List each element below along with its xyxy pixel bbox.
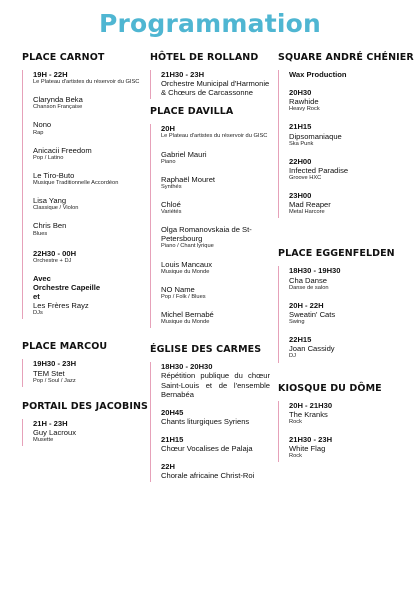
program-entry [161,408,270,426]
venue-program [278,401,400,463]
entry-artist: NO Name [161,284,195,294]
entry-time: 23H00 [289,191,312,201]
entry-artist: Orchestre Capeille [33,282,101,292]
entry-artist: Rawhide [289,97,319,107]
entry-connector: Avec [33,273,51,283]
entry-time: 18H30 - 19H30 [289,266,341,276]
venue-program [278,266,400,362]
program-entry [33,95,140,111]
venue-program [22,359,140,386]
program-entry [161,362,270,398]
program-entry [33,120,140,136]
entry-time: 22H00 [289,156,312,166]
program-entry [33,146,140,162]
entry-genre: Classique / Violon [33,205,79,212]
entry-artist: Chœur Vocalises de Palaja [161,444,253,454]
venue-heading: ÉGLISE DES CARMES [150,344,262,356]
venue-heading: PLACE MARCOU [22,341,108,353]
entry-artist: Chloé [161,200,181,210]
venue-program [22,70,140,319]
program-entry [289,191,400,216]
column-right [278,52,414,462]
entry-genre: Rock [289,453,302,460]
venue-heading: SQUARE ANDRÉ CHÉNIER [278,52,414,63]
entry-artist: Sweatin' Cats [289,309,336,319]
entry-genre: Rap [33,129,44,136]
entry-artist: Joan Cassidy [289,344,335,354]
page-title: Programmation [99,9,321,38]
entry-time: 21H30 - 23H [289,434,333,444]
entry-time: 22H [161,462,175,472]
venue-program [150,70,270,99]
entry-genre: Pop / Soul / Jazz [33,377,76,384]
entry-genre: DJ [289,353,296,360]
program-entry [289,122,400,147]
program-entry [161,150,270,166]
entry-artist: Orchestre Municipal d'Harmonie & Chœurs de Carcassonne [161,79,270,98]
entry-time: 20H45 [161,407,184,417]
entry-artist: Guy Lacroux [33,427,77,437]
entry-artist: Chants liturgiques Syriens [161,416,250,426]
program-entry [289,335,400,360]
entry-artist: Olga Romanovskaia de St-Petersbourg [161,225,252,244]
entry-artist: Louis Mancaux [161,259,213,269]
entry-artist: Le Tiro-Buto [33,170,75,180]
entry-genre: Swing [289,319,305,326]
entry-genre: DJs [33,310,43,317]
entry-time: 22H15 [289,335,312,345]
program-entry [33,419,140,444]
entry-artist: Mad Reaper [289,200,331,210]
entry-genre: Ska Punk [289,140,314,147]
entry-time: 21H - 23H [33,418,68,428]
program-entry [161,462,270,480]
entry-producer: Wax Production [289,70,347,79]
venue-heading: PLACE EGGENFELDEN [278,248,395,260]
entry-genre: Synthés [161,183,182,190]
entry-artist: White Flag [289,443,326,453]
entry-artist: Chris Ben [33,221,67,231]
program-entry [161,70,270,97]
entry-description: Le Plateau d'artistes du réservoir du GISC [33,79,140,86]
entry-genre: Pop / Latino [33,154,64,161]
entry-genre: Variétés [161,209,182,216]
entry-genre: Heavy Rock [289,106,320,113]
entry-description: Le Plateau d'artistes du réservoir du GISC [161,133,268,140]
column-left [22,52,148,446]
entry-time: 18H30 - 20H30 [161,362,213,372]
entry-artist: TEM Stet [33,368,65,378]
venue-heading: PLACE DAVILLA [150,106,234,118]
program-entry [289,435,400,460]
program-entry [161,225,270,250]
entry-genre: Piano / Chant lyrique [161,243,214,250]
venue-program [278,70,400,218]
entry-genre: Metal Harcore [289,209,325,216]
entry-artist: Infected Paradise [289,165,349,175]
program-entry [161,310,270,326]
entry-artist: The Kranks [289,409,328,419]
program-entry [33,274,140,318]
venue-heading: HÔTEL DE ROLLAND [150,52,259,63]
program-entry [33,359,140,384]
entry-artist: Raphaël Mouret [161,174,216,184]
entry-artist: Les Frères Rayz [33,301,89,311]
program-entry [161,435,270,453]
venue-program [150,124,270,328]
program-entry [161,260,270,276]
entry-artist: Clarynda Beka [33,95,83,105]
entry-artist: Gabriel Mauri [161,149,207,159]
program-entry [33,196,140,212]
program-entry [289,401,400,426]
venue-program [150,362,270,482]
entry-genre: Groove HXC [289,175,322,182]
entry-artist: Répétition publique du chœur Saint-Louis et de l'ensemble Bernabéa [161,371,270,399]
entry-genre: Blues [33,230,48,237]
entry-time: 20H30 [289,88,312,98]
entry-time: 19H30 - 23H [33,359,77,369]
program-entry [289,70,400,79]
entry-artist: Lisa Yang [33,196,67,206]
program-entry [289,266,400,291]
entry-connector: et [33,292,40,302]
entry-genre: Chanson Française [33,104,83,111]
entry-description: Orchestre + DJ [33,257,72,264]
venue-program [22,419,140,446]
program-entry [161,285,270,301]
program-entry [161,200,270,216]
entry-time: 21H30 - 23H [161,70,205,79]
entry-artist: Cha Danse [289,275,327,285]
program-entry [289,301,400,326]
entry-genre: Pop / Folk / Blues [161,293,206,300]
entry-artist: Nono [33,120,52,130]
entry-artist: Chorale africaine Christ-Roi [161,471,255,481]
venue-heading: KIOSQUE DU DÔME [278,382,382,394]
entry-time: 21H15 [161,434,184,444]
column-middle [150,52,270,482]
entry-artist: Michel Bernabé [161,310,214,320]
entry-genre: Danse de salon [289,284,329,291]
entry-genre: Musique du Monde [161,268,210,275]
program-entry [161,124,270,140]
entry-genre: Musique Traditionnelle Accordéon [33,180,119,187]
program-entry [33,171,140,187]
venue-heading: PLACE CARNOT [22,52,105,63]
program-entry [33,221,140,237]
program-entry [289,157,400,182]
entry-genre: Musette [33,437,54,443]
entry-time: 20H - 21H30 [289,400,333,410]
entry-time: 19H - 22H [33,70,68,79]
entry-genre: Rock [289,418,302,425]
venue-heading: PORTAIL DES JACOBINS [22,400,148,412]
program-entry [33,249,140,265]
entry-time: 20H - 22H [289,300,324,310]
program-entry [33,70,140,86]
entry-artist: Anicacii Freedom [33,145,92,155]
program-entry [161,175,270,191]
entry-genre: Musique du Monde [161,319,210,326]
entry-time: 21H15 [289,122,312,132]
program-entry [289,88,400,113]
entry-time: 20H [161,124,175,134]
entry-artist: Dipsomaniaque [289,131,342,141]
entry-time: 22H30 - 00H [33,248,77,258]
entry-genre: Piano [161,158,176,165]
